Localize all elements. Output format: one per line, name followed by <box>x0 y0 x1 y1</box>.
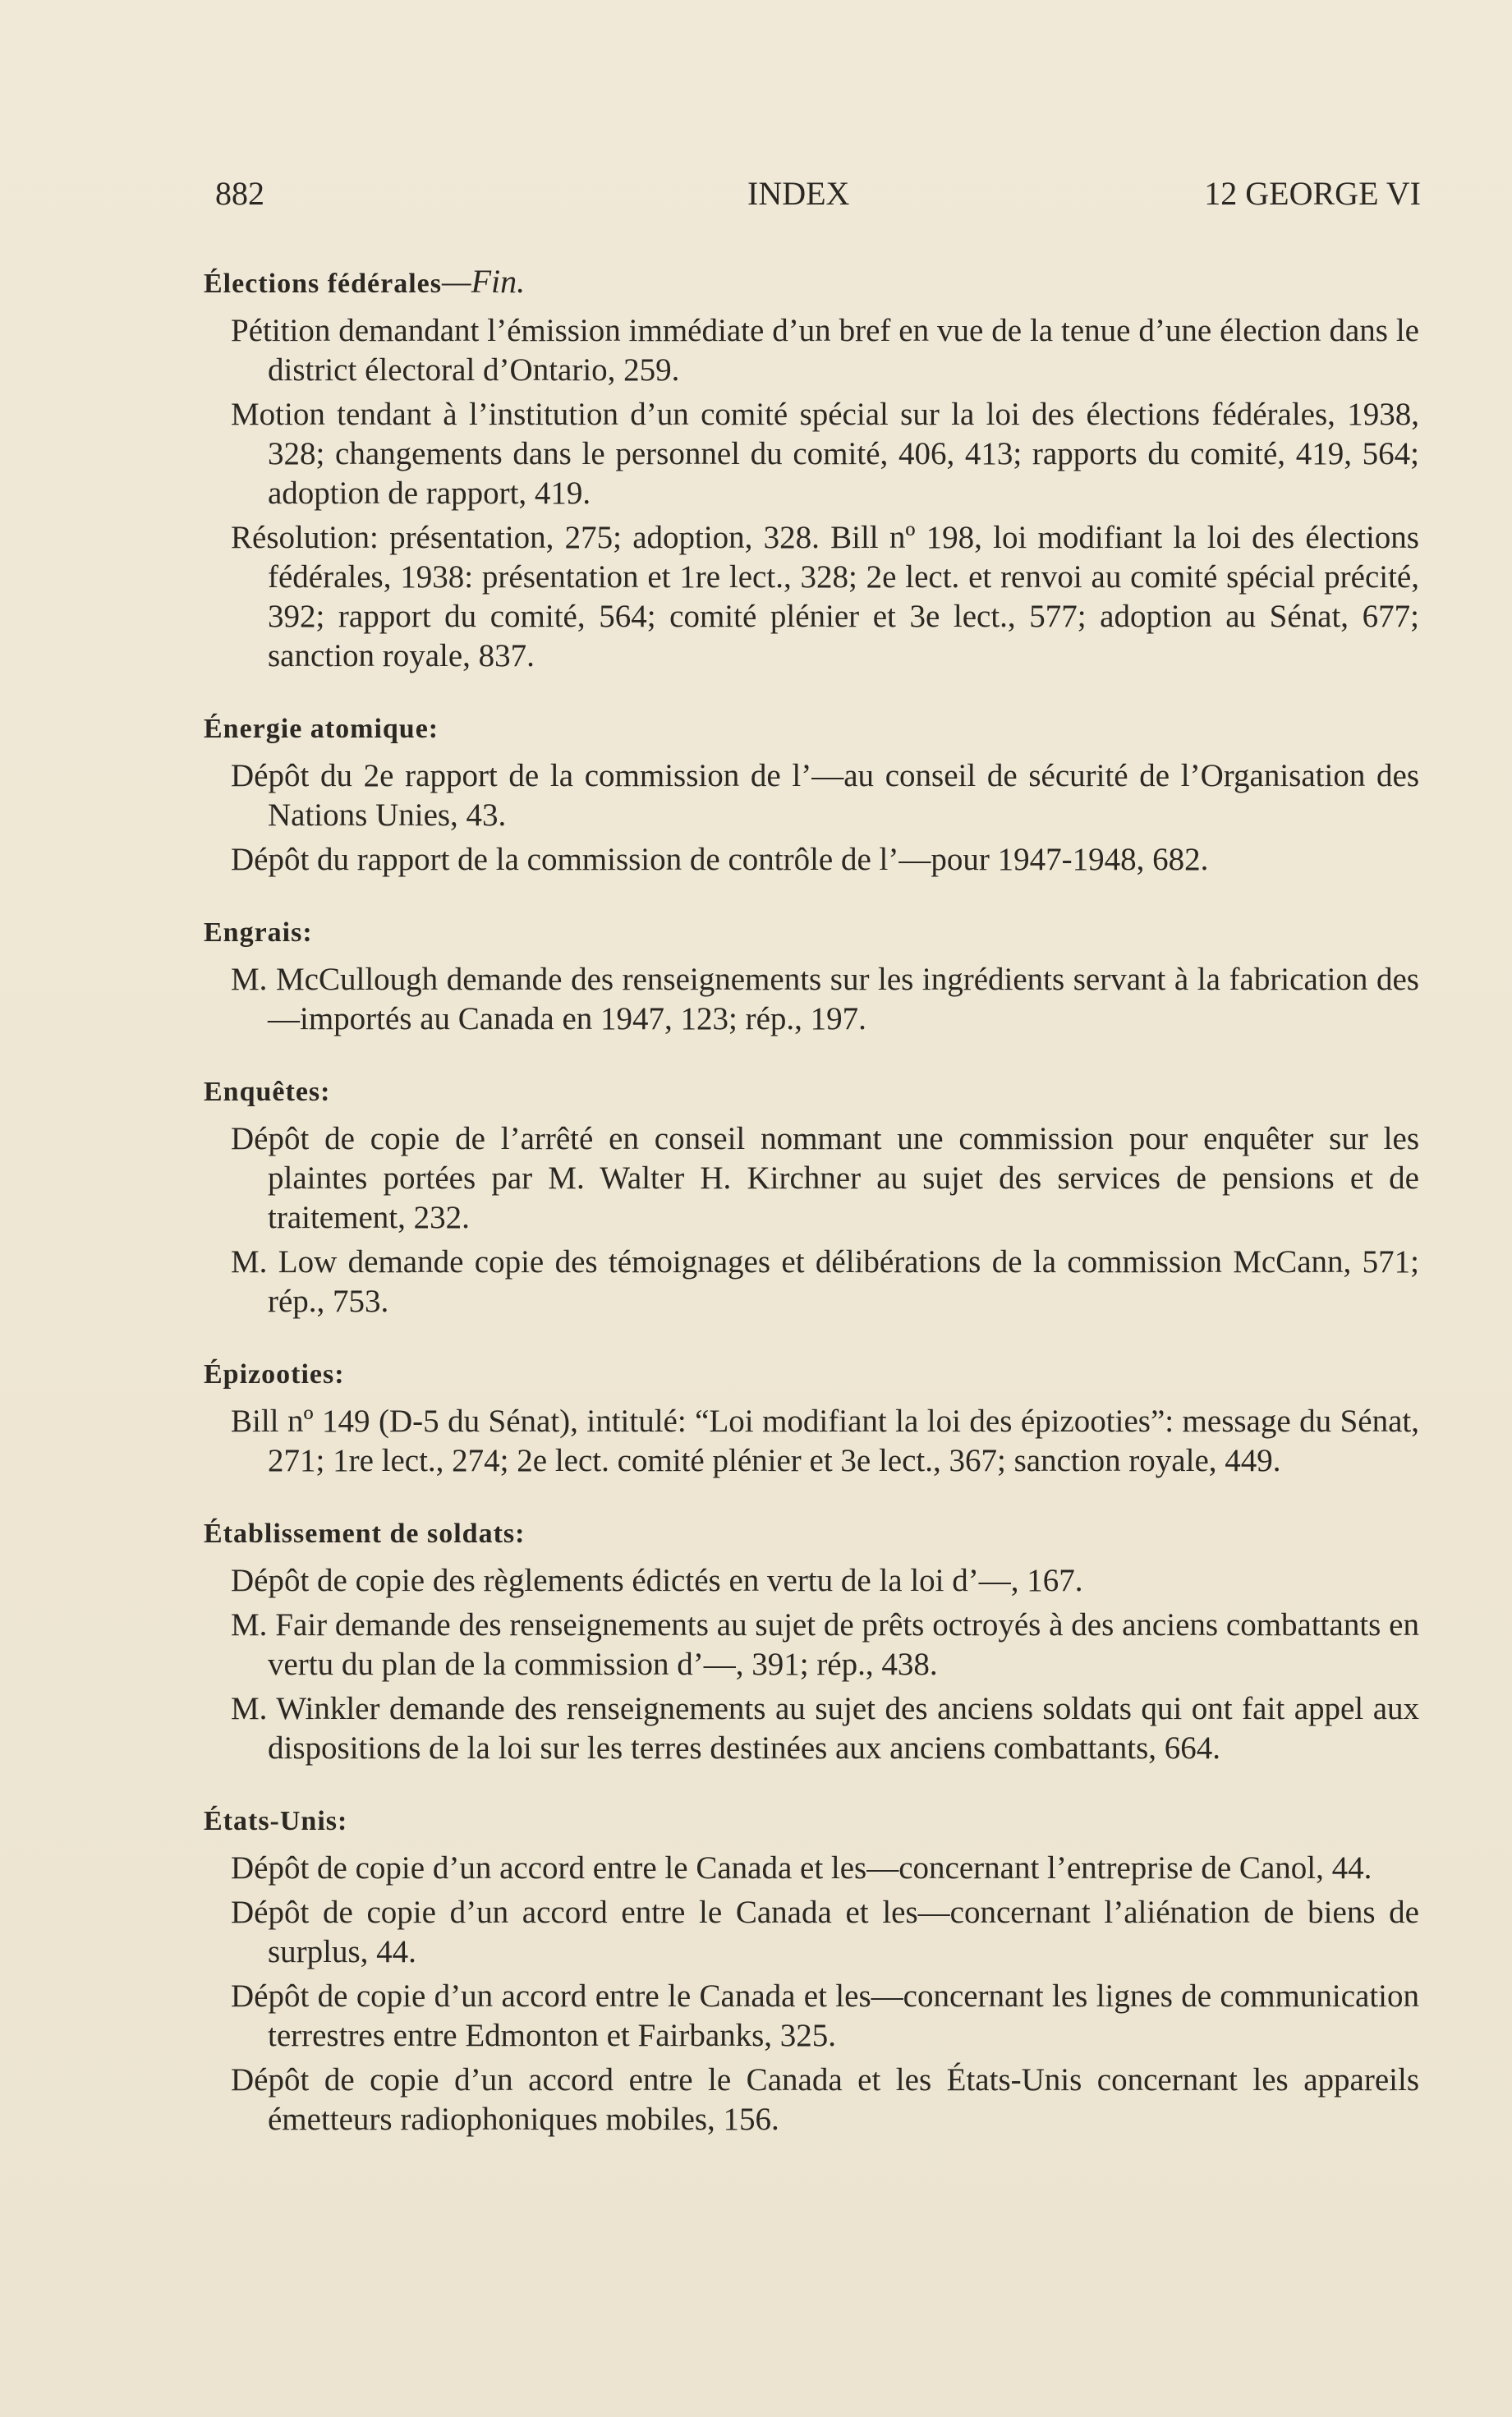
index-section <box>204 1514 1419 1768</box>
running-volume: 12 GEORGE VI <box>1204 175 1421 212</box>
index-entry: Dépôt du 2e rapport de la commission de l’—au conseil de sécurité de l’Organisation des Nations Unies, 43. <box>231 758 1419 833</box>
index-entry: Dépôt de copie de l’arrêté en conseil nommant une commission pour enquêter sur les plaintes portées par M. Walter H. Kirchner au sujet des services de pensions et de traitement, 232. <box>231 1121 1419 1235</box>
page-number: 882 <box>215 175 264 212</box>
index-entry: Dépôt de copie d’un accord entre le Canada et les—concernant l’aliénation de biens de surplus, 44. <box>231 1895 1419 1969</box>
index-entry: Pétition demandant l’émission immédiate d’un bref en vue de la tenue d’une élection dans le district électoral d’Ontario, 259. <box>231 313 1419 388</box>
index-section <box>204 1801 1419 2139</box>
index-section <box>204 1072 1419 1321</box>
index-section <box>204 912 1419 1039</box>
index-entry: M. Low demande copie des témoignages et délibérations de la commission McCann, 571; rép., 753. <box>231 1244 1419 1319</box>
index-entry: M. Fair demande des renseignements au sujet de prêts octroyés à des anciens combattants en vertu du plan de la commission d’—, 391; rép., 438. <box>231 1607 1419 1682</box>
section-heading: Énergie atomique: <box>204 714 439 744</box>
running-head <box>215 174 1421 223</box>
section-heading: Établissement de soldats: <box>204 1519 526 1549</box>
index-entry: Dépôt de copie d’un accord entre le Canada et les États-Unis concernant les appareils émetteurs radiophoniques mobiles, 156. <box>231 2062 1419 2137</box>
section-heading: Engrais: <box>204 917 313 948</box>
section-heading: Enquêtes: <box>204 1077 331 1107</box>
index-entry: Dépôt de copie d’un accord entre le Canada et les—concernant les lignes de communication terrestres entre Edmonton et Fairbanks, 325. <box>231 1978 1419 2053</box>
index-entry: Dépôt de copie d’un accord entre le Canada et les—concernant l’entreprise de Canol, 44. <box>231 1850 1372 1886</box>
index-entry: M. McCullough demande des renseignements sur les ingrédients servant à la fabrication des—importés au Canada en 1947, 123; rép., 197. <box>231 962 1419 1036</box>
section-heading: États-Unis: <box>204 1806 348 1836</box>
section-heading: Épizooties: <box>204 1359 345 1390</box>
index-content <box>204 261 1419 2172</box>
index-entry: Dépôt du rapport de la commission de contrôle de l’—pour 1947-1948, 682. <box>231 842 1209 877</box>
index-entry: Motion tendant à l’institution d’un comité spécial sur la loi des élections fédérales, 1938, 328; changements dans le personnel du comité, 406, 413; rapports du comité, 419, 564; adoption de rapport, 419. <box>231 397 1419 511</box>
index-entry: Résolution: présentation, 275; adoption, 328. Bill nº 198, loi modifiant la loi des élections fédérales, 1938: présentation et 1re lect., 328; 2e lect. et renvoi au comité spécial précité, 392; rapport du comité, 564; comité plénier et 3e lect., 577; adoption au Sénat, 677; sanction royale, 837. <box>231 520 1419 673</box>
index-entry: Dépôt de copie des règlements édictés en vertu de la loi d’—, 167. <box>231 1563 1083 1598</box>
index-section <box>204 709 1419 880</box>
running-title: INDEX <box>747 175 850 212</box>
index-entry: Bill nº 149 (D-5 du Sénat), intitulé: “Loi modifiant la loi des épizooties”: message du Sénat, 271; 1re lect., 274; 2e lect. comité plénier et 3e lect., 367; sanction royale, 449. <box>231 1404 1419 1478</box>
index-entry: M. Winkler demande des renseignements au sujet des anciens soldats qui ont fait appel aux dispositions de la loi sur les terres destinées aux anciens combattants, 664. <box>231 1691 1419 1766</box>
index-section <box>204 1354 1419 1481</box>
section-heading: Élections fédérales—Fin. <box>204 263 526 300</box>
index-section <box>204 261 1419 676</box>
